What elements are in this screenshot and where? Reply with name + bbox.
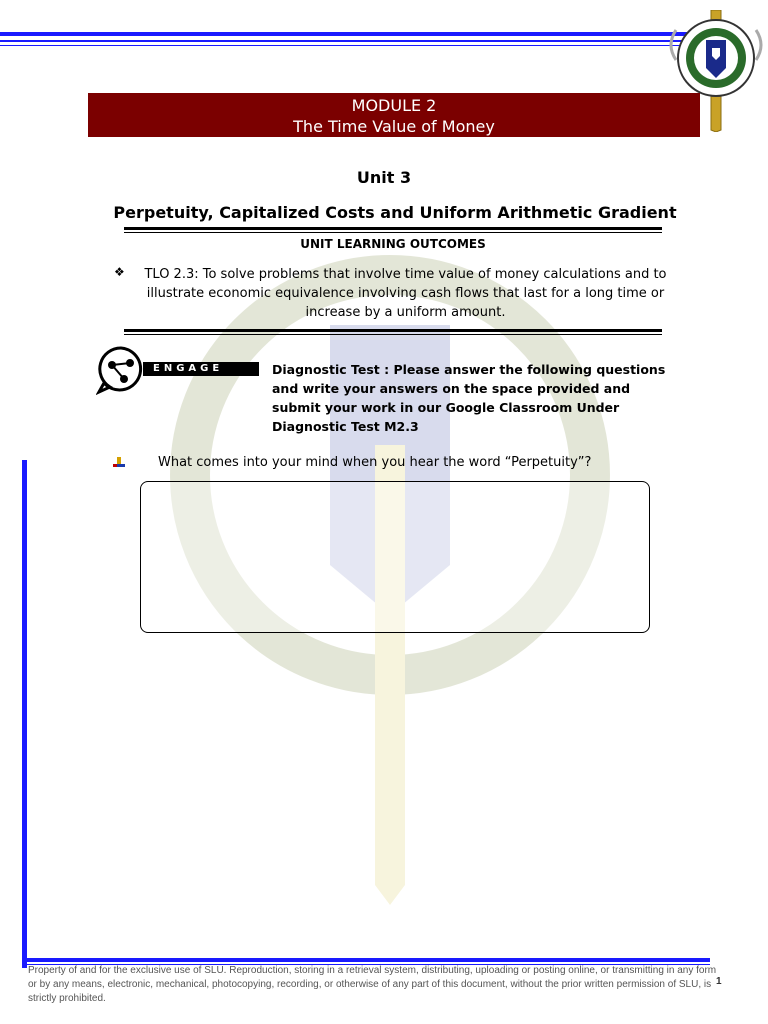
left-margin-rule [22,460,27,968]
diagnostic-instructions: Diagnostic Test : Please answer the following questions and write your answers on the space provided and submit your work in our Google Classroom Under Diagnostic Test M2.3 [272,362,666,434]
footer-rule [22,958,710,962]
section-divider [124,232,662,233]
page-number: 1 [716,976,722,987]
answer-box[interactable] [140,481,650,633]
learning-outcomes-heading: UNIT LEARNING OUTCOMES [300,237,486,251]
unit-subtitle: Perpetuity, Capitalized Costs and Uniform Arithmetic Gradient [113,203,677,222]
engage-network-icon [96,345,146,395]
arrow-bullet-icon [112,456,126,470]
copyright-notice: Property of and for the exclusive use of SLU. Reproduction, storing in a retrieval system, distributing, uploading or posting online, or transmitting in any form or by any means, electronic, mechanical, photocopying, recording, or otherwise of any part of this document, without the prior written permission of SLU, is strictly prohibited. [28,965,717,1004]
top-rule [0,40,688,42]
top-rule [0,32,688,36]
module-title: The Time Value of Money [293,117,495,136]
learning-outcome-item: TLO 2.3: To solve problems that involve time value of money calculations and to illustrate economic equivalence involving cash flows that last for a long time or increase by a uniform amount. [144,267,667,320]
unit-title: Unit 3 [356,168,412,187]
module-banner [88,93,700,137]
section-divider [124,329,662,332]
question-text: What comes into your mind when you hear the word “Perpetuity”? [158,455,592,470]
diamond-bullet-icon: ❖ [114,265,125,279]
module-number: MODULE 2 [351,96,437,115]
top-rule [0,45,688,46]
engage-label: ENGAGE [143,362,259,376]
section-divider [124,334,662,335]
section-divider [124,227,662,230]
